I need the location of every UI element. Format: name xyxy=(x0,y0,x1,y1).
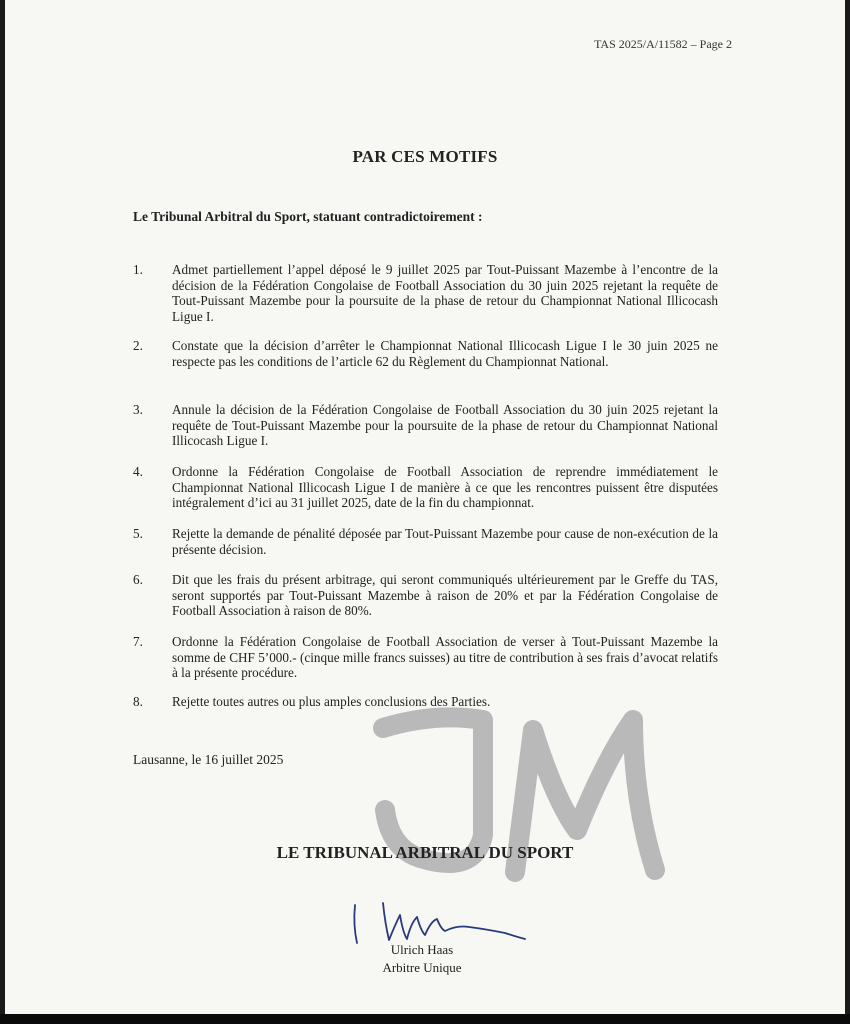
ruling-number: 1. xyxy=(133,262,143,277)
ruling-number: 3. xyxy=(133,402,143,417)
ruling-number: 7. xyxy=(133,634,143,649)
intro-statement: Le Tribunal Arbitral du Sport, statuant contradictoirement : xyxy=(133,209,483,224)
ruling-number: 6. xyxy=(133,572,143,587)
ruling-text: Ordonne la Fédération Congolaise de Football Association de reprendre immédiatement le Championnat National Illicocash Ligue I de manière à ce que les rencontres puissent être disputées intégralement d’ici au 31 juillet 2025, date de la fin du championnat. xyxy=(172,464,718,510)
ruling-text: Admet partiellement l’appel déposé le 9 juillet 2025 par Tout-Puissant Mazembe à l’encontre de la décision de la Fédération Congolaise de Football Association du 30 juin 2025 rejetant la requête de Tout-Puissant Mazembe pour la poursuite de la phase de retour du Championnat National Illicocash Ligue I. xyxy=(172,262,718,324)
ruling-text: Constate que la décision d’arrêter le Championnat National Illicocash Ligue I le 30 juin 2025 ne respecte pas les conditions de l’article 62 du Règlement du Championnat National. xyxy=(172,338,718,369)
ruling-number: 5. xyxy=(133,526,143,541)
ruling-text: Dit que les frais du présent arbitrage, qui seront communiqués ultérieurement par le Greffe du TAS, seront supportés par Tout-Puissant Mazembe à raison de 20% et par la Fédération Congolaise de Football Association à raison de 80%. xyxy=(172,572,718,618)
ruling-text: Ordonne la Fédération Congolaise de Football Association de verser à Tout-Puissant Mazembe la somme de CHF 5’000.- (cinque mille francs suisses) au titre de contribution à ses frais d’avocat relatifs à la présente procédure. xyxy=(172,634,718,680)
signatory-name: Ulrich Haas xyxy=(390,942,454,957)
ruling-text: Annule la décision de la Fédération Congolaise de Football Association du 30 juin 2025 rejetant la requête de Tout-Puissant Mazembe pour la poursuite de la phase de retour du Championnat National Illicocash Ligue I. xyxy=(172,402,718,448)
signatory-role: Arbitre Unique xyxy=(382,960,462,975)
section-title: PAR CES MOTIFS xyxy=(352,147,498,166)
ruling-text: Rejette la demande de pénalité déposée par Tout-Puissant Mazembe pour cause de non-exécution de la présente décision. xyxy=(172,526,718,557)
ruling-text: Rejette toutes autres ou plus amples conclusions des Parties. xyxy=(172,694,491,709)
tribunal-name: LE TRIBUNAL ARBITRAL DU SPORT xyxy=(276,843,574,862)
ruling-number: 8. xyxy=(133,694,143,709)
ruling-number: 4. xyxy=(133,464,143,479)
page-edge-bottom xyxy=(0,1014,850,1024)
ruling-number: 2. xyxy=(133,338,143,353)
place-date: Lausanne, le 16 juillet 2025 xyxy=(133,752,284,767)
case-reference: TAS 2025/A/11582 – Page 2 xyxy=(594,37,732,51)
